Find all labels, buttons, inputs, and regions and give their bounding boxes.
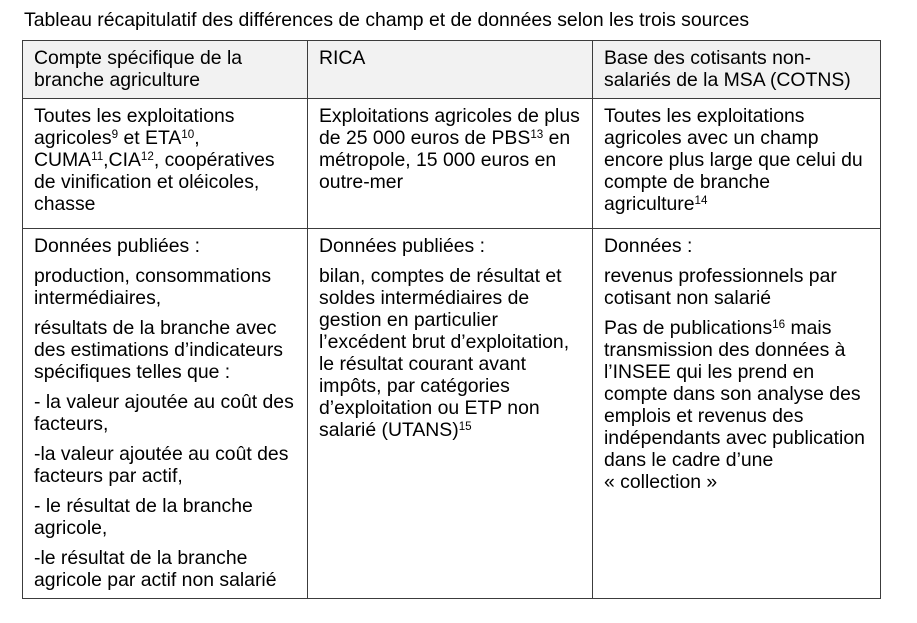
cell-champ-cotns — [593, 99, 881, 229]
cell-paragraph — [319, 105, 582, 193]
text-run: résultats de la branche avec des estimations d’indicateurs spécifiques telles que : — [34, 317, 283, 383]
cell-donnees-rica — [308, 229, 593, 599]
header-cell-cotns: Base des cotisants non-salariés de la MSA (COTNS) — [593, 41, 881, 99]
cell-champ-compte-branche — [23, 99, 308, 229]
cell-paragraph — [604, 317, 870, 493]
cell-paragraph — [319, 235, 582, 257]
cell-paragraph — [34, 547, 297, 591]
text-run: Toutes les exploitations agricoles — [34, 105, 235, 149]
cell-champ-rica — [308, 99, 593, 229]
footnote-ref: 11 — [91, 150, 104, 164]
text-run: Données : — [604, 235, 693, 257]
text-run: ,CIA — [103, 149, 141, 171]
header-cell-rica: RICA — [308, 41, 593, 99]
footnote-ref: 14 — [694, 194, 708, 208]
table-row-donnees — [23, 229, 881, 599]
text-run: et ETA — [118, 127, 182, 149]
text-run: Toutes les exploitations agricoles avec un champ encore plus large que celui du compte de branche agriculture — [604, 105, 863, 215]
cell-paragraph — [604, 265, 870, 309]
text-run: - le résultat de la branche agricole, — [34, 495, 253, 539]
cell-paragraph — [34, 235, 297, 257]
text-run: bilan, comptes de résultat et soldes intermédiaires de gestion en particulier l’excédent brut d’exploitation, le résultat courant avant impôts, par catégories d’exploitation ou ETP non salarié (UTANS) — [319, 265, 570, 441]
cell-donnees-cotns — [593, 229, 881, 599]
footnote-ref: 12 — [140, 150, 154, 164]
cell-paragraph — [34, 391, 297, 435]
footnote-ref: 15 — [458, 420, 472, 434]
table-header-row — [23, 41, 881, 99]
cell-paragraph — [319, 265, 582, 441]
text-run: - la valeur ajoutée au coût des facteurs, — [34, 391, 294, 435]
cell-paragraph — [604, 105, 870, 215]
cell-donnees-compte-branche — [23, 229, 308, 599]
cell-paragraph — [604, 235, 870, 257]
footnote-ref: 13 — [530, 128, 544, 142]
text-run: Exploitations agricoles de plus de 25 000 euros de PBS — [319, 105, 580, 149]
text-run: -la valeur ajoutée au coût des facteurs par actif, — [34, 443, 289, 487]
cell-paragraph — [34, 265, 297, 309]
text-run: Données publiées : — [319, 235, 486, 257]
footnote-ref: 10 — [181, 128, 195, 142]
text-run: revenus professionnels par cotisant non salarié — [604, 265, 837, 309]
page-title: Tableau récapitulatif des différences de champ et de données selon les trois sources — [24, 9, 750, 31]
cell-paragraph — [34, 443, 297, 487]
text-run: mais transmission des données à l’INSEE qui les prend en compte dans son analyse des emplois et revenus des indépendants avec publication dans le cadre d’une « collection » — [604, 317, 865, 493]
header-cell-compte-branche: Compte spécifique de la branche agriculture — [23, 41, 308, 99]
summary-table — [22, 40, 881, 599]
text-run: -le résultat de la branche agricole par actif non salarié — [34, 547, 277, 591]
text-run: production, consommations intermédiaires, — [34, 265, 272, 309]
table-row-champ — [23, 99, 881, 229]
footnote-ref: 9 — [111, 128, 119, 142]
cell-paragraph — [34, 105, 297, 215]
text-run: , CUMA — [34, 127, 200, 171]
footnote-ref: 16 — [772, 318, 786, 332]
text-run: Données publiées : — [34, 235, 201, 257]
text-run: Pas de publications — [604, 317, 773, 339]
text-run: en métropole, 15 000 euros en outre-mer — [319, 127, 571, 193]
cell-paragraph — [34, 317, 297, 383]
text-run: , coopératives de vinification et oléicoles, chasse — [34, 149, 275, 215]
cell-paragraph — [34, 495, 297, 539]
